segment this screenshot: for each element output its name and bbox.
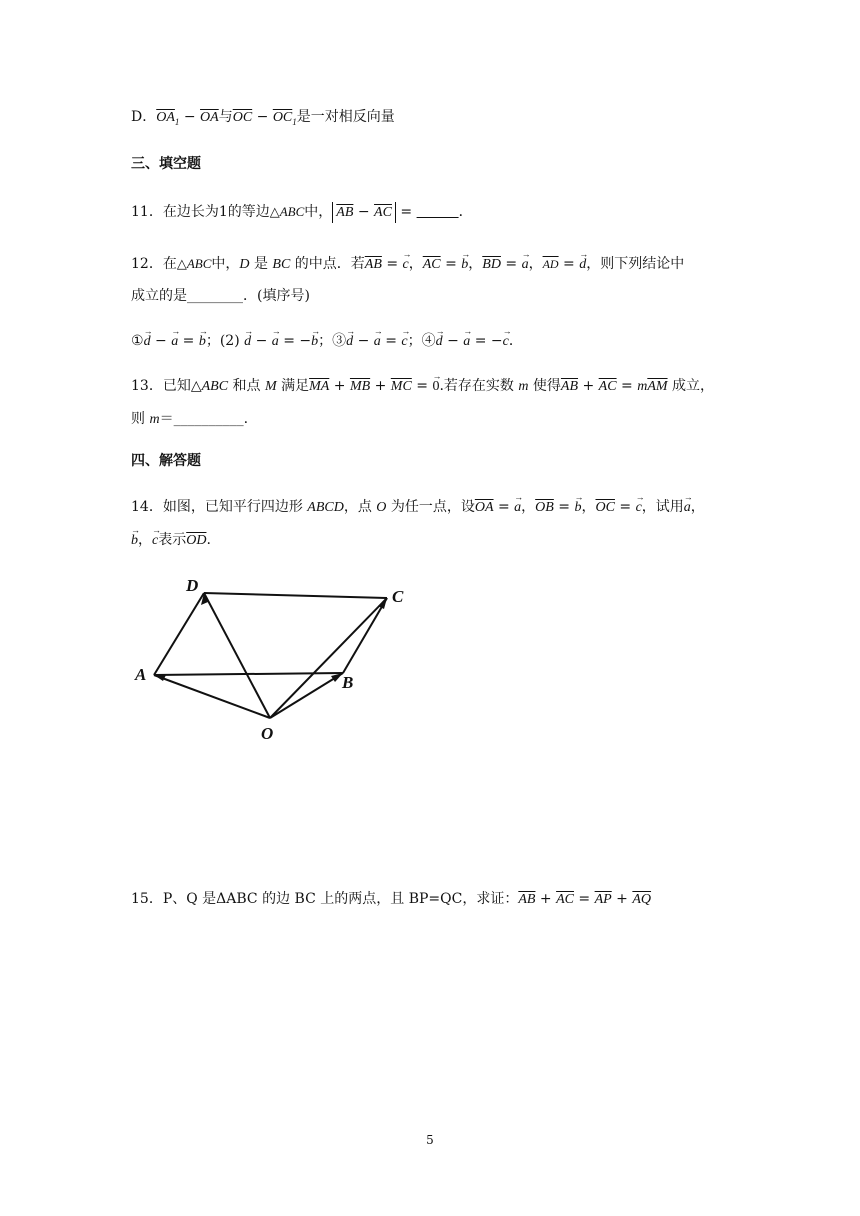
text: 与 xyxy=(218,109,233,125)
edge-dc xyxy=(204,593,387,598)
vector-b: → b xyxy=(461,255,468,275)
vector-c: → c xyxy=(403,255,409,275)
vector-ac: $\overline{AC}$ xyxy=(598,379,617,394)
text: ， xyxy=(468,256,483,272)
text: 表示 xyxy=(158,532,187,548)
text: 满足 xyxy=(276,378,310,394)
operator: = xyxy=(614,499,636,515)
operator: = xyxy=(381,256,403,272)
vector-oa1: $\overline{OA}$ xyxy=(156,110,175,125)
vector-ac: $\overline{AC}$ xyxy=(556,892,574,907)
question-13-line1 xyxy=(131,376,714,397)
text: 15．P、Q 是ΔABC 的边 BC 上的两点，且 BP=QC，求证： xyxy=(131,891,519,907)
question-13-line2 xyxy=(131,409,248,430)
operator: = xyxy=(440,256,462,272)
text: ， xyxy=(521,499,536,515)
label-a: A xyxy=(135,665,147,684)
triangle: △ABC xyxy=(269,204,305,219)
vector-d: → d xyxy=(579,255,586,275)
operator: = xyxy=(178,333,199,349)
operator: = xyxy=(616,378,638,394)
subscript: 1 xyxy=(292,116,297,127)
text: 是一对相反向量 xyxy=(296,109,395,125)
vector-oa: $\overline{OA}$ xyxy=(474,500,494,515)
operator: = xyxy=(553,499,575,515)
vector-ab: $\overline{AB}$ xyxy=(336,205,354,220)
vector-c: → c xyxy=(503,332,509,352)
vector-ap: $\overline{AP}$ xyxy=(594,892,612,907)
vector-d: → d xyxy=(436,332,443,352)
zero-vector: → 0 xyxy=(432,377,439,397)
text: 14．如图，已知平行四边形 xyxy=(131,499,308,515)
segment-bc: BC xyxy=(272,257,291,272)
text: 的中点．若 xyxy=(290,256,365,272)
edge-ad xyxy=(154,593,204,675)
question-12-line2: 成立的是________．(填序号) xyxy=(131,288,310,304)
vector-a: → a xyxy=(272,332,279,352)
vector-b: → b xyxy=(311,332,318,352)
operator: = xyxy=(500,256,522,272)
text: .若存在实数 xyxy=(439,378,519,394)
vector-a: → a xyxy=(463,332,470,352)
vector-d: → d xyxy=(346,332,353,352)
vector-od: $\overline{OD}$ xyxy=(186,533,207,548)
vector-d: → d xyxy=(144,332,151,352)
text: 为任一点，设 xyxy=(386,499,475,515)
vector-ab: $\overline{AB}$ xyxy=(518,892,536,907)
vector-oc-line xyxy=(270,598,387,718)
text: 13．已知△ xyxy=(131,378,202,394)
vector-mb: $\overline{MB}$ xyxy=(349,379,371,394)
vector-ab: $\overline{AB}$ xyxy=(560,379,579,394)
point-o: O xyxy=(376,500,387,515)
operator: + xyxy=(611,891,633,907)
vector-ac: $\overline{AC}$ xyxy=(422,257,441,272)
question-12-options xyxy=(131,331,523,352)
option-1-label: ① xyxy=(131,333,144,349)
operator: = xyxy=(558,256,580,272)
text: 11．在边长为1的等边 xyxy=(131,204,270,220)
vector-b: → b xyxy=(574,498,581,518)
text: ，点 xyxy=(343,499,377,515)
vector-ob: $\overline{OB}$ xyxy=(535,500,554,515)
triangle-name: ABC xyxy=(201,379,229,394)
text: 是 xyxy=(249,256,273,272)
operator: = − xyxy=(278,333,312,349)
label-c: C xyxy=(392,587,404,606)
point-m: M xyxy=(264,379,277,394)
section-title-fill-in: 三、填空题 xyxy=(131,156,201,172)
operator: + xyxy=(329,378,350,394)
vector-ac: $\overline{AC}$ xyxy=(374,205,392,220)
text: ， xyxy=(138,532,152,548)
operator: = − xyxy=(470,333,503,349)
variable-m: m xyxy=(518,379,529,394)
option-3-label: ；③ xyxy=(318,333,347,349)
operator: = xyxy=(411,378,433,394)
vector-b: → b xyxy=(131,531,138,551)
operator: − xyxy=(442,333,464,349)
option-2-label: ；(2) xyxy=(205,333,245,349)
vector-bd: $\overline{BD}$ xyxy=(482,257,501,272)
operator: + xyxy=(578,378,599,394)
page-number: 5 xyxy=(426,1133,434,1147)
option-4-label: ；④ xyxy=(407,333,436,349)
variable-m: m xyxy=(637,379,648,394)
vector-a: → a xyxy=(522,255,529,275)
option-d xyxy=(131,107,395,132)
parallelogram-figure xyxy=(128,572,428,747)
text: ． xyxy=(458,204,473,220)
vector-ma: $\overline{MA}$ xyxy=(309,379,330,394)
question-14-line1 xyxy=(131,497,705,518)
vector-c: → c xyxy=(152,531,158,551)
triangle: △ABC xyxy=(176,256,212,271)
text: ． xyxy=(508,333,523,349)
section-title-answer: 四、解答题 xyxy=(131,453,201,469)
text: 中， xyxy=(211,256,240,272)
vector-mc: $\overline{MC}$ xyxy=(390,379,412,394)
text: ， xyxy=(528,256,543,272)
vector-oa-line xyxy=(154,675,270,718)
vector-a: → a xyxy=(374,332,381,352)
vector-ab: $\overline{AB}$ xyxy=(364,257,382,272)
text: 使得 xyxy=(528,378,561,394)
text: ，试用 xyxy=(641,499,684,515)
question-14-line2 xyxy=(131,530,211,551)
vector-ad: $\overline{AD}$ xyxy=(542,257,559,271)
vector-oc: $\overline{OC}$ xyxy=(232,110,253,125)
operator: − xyxy=(252,109,273,125)
question-15 xyxy=(131,889,651,910)
vector-c: → c xyxy=(401,332,407,352)
vector-a: → a xyxy=(171,332,178,352)
text: 和点 xyxy=(228,378,265,394)
operator: + xyxy=(535,891,557,907)
vector-od-line xyxy=(204,593,270,718)
operator: = xyxy=(395,204,417,220)
vector-am: $\overline{AM}$ xyxy=(647,379,668,394)
operator: − xyxy=(150,333,172,349)
parallelogram-name: ABCD xyxy=(307,500,344,515)
text: ， xyxy=(581,499,596,515)
text: 成立， xyxy=(667,378,714,394)
text: ， xyxy=(690,499,705,515)
vector-oc: $\overline{OC}$ xyxy=(595,500,615,515)
operator: − xyxy=(353,333,374,349)
arrowhead-c xyxy=(378,598,387,609)
question-12-line1 xyxy=(131,254,684,275)
text: 12．在 xyxy=(131,256,177,272)
operator: = xyxy=(573,891,595,907)
vector-b: → b xyxy=(199,332,206,352)
vector-c: → c xyxy=(636,498,642,518)
subscript: 1 xyxy=(174,116,180,127)
operator: = xyxy=(493,499,515,515)
point-d: D xyxy=(239,257,250,272)
answer-blank: ＝__________. xyxy=(159,411,249,427)
operator: − xyxy=(353,204,375,220)
arrowhead-a xyxy=(154,675,166,681)
vector-a: → a xyxy=(684,498,691,518)
operator: + xyxy=(370,378,391,394)
vector-a: → a xyxy=(514,498,521,518)
vector-aq: $\overline{AQ}$ xyxy=(632,892,652,907)
text: 则 xyxy=(131,411,150,427)
text: ， xyxy=(408,256,423,272)
option-label: D． xyxy=(131,109,157,125)
operator: = xyxy=(380,333,402,349)
vector-oa: $\overline{OA}$ xyxy=(200,110,219,125)
text: ，则下列结论中 xyxy=(586,256,685,272)
label-d: D xyxy=(186,576,199,595)
label-b: B xyxy=(342,673,354,692)
abs-value xyxy=(332,202,396,223)
operator: − xyxy=(179,109,201,125)
answer-blank xyxy=(417,204,459,220)
operator: − xyxy=(251,333,272,349)
label-o: O xyxy=(261,724,274,743)
question-11 xyxy=(131,202,473,223)
vector-oc1: $\overline{OC}$ xyxy=(272,110,293,125)
vector-d: → d xyxy=(244,332,251,352)
text: 中， xyxy=(304,204,333,220)
variable-m: m xyxy=(149,412,160,427)
text: . xyxy=(206,532,211,548)
